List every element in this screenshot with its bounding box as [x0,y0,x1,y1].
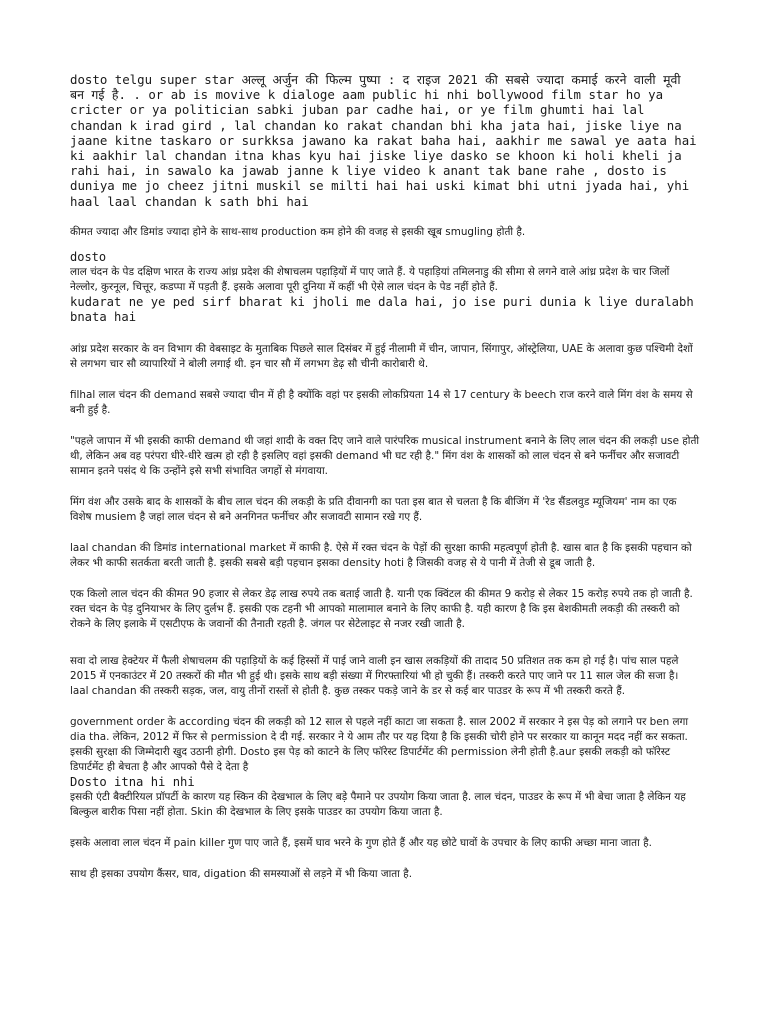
seshachalam-paragraph: सवा दो लाख हेक्टेयर में फैली शेषाचलम की पहाड़ियों के कई हिस्सों में पाई जाने वाली इन खास लकड़ियों की तादाद 50 प्रतिशत तक कम हो गई है। पांच साल पहले 2015 में एनकाउंटर में 20 तस्करों की मौत भी हुई थी। इसके साथ बड़ी संख्या में गिरफ्तारियां भी हो चुकी हैं। तस्करी करते पाए जाने पर 11 साल जेल की सजा है। [70,654,679,682]
origin-paragraph: लाल चंदन के पेड दक्षिण भारत के राज्य आंध्र प्रदेश की शेषाचलम पहाड़ियों में पाए जाते हैं. ये पहाड़ियां तमिलनाडु की सीमा से लगने वाले आंध्र प्रदेश के चार जिलों नेल्लोर, कुरनूल, चित्तूर, कडप्पा में पड़ती हैं. इसके अलावा पूरी दुनिया में कहीं भी ऐसे लाल चंदन के पेड नहीं होते हैं. [70,265,670,293]
smuggling-paragraph: कीमत ज्यादा और डिमांड ज्यादा होने के साथ-साथ production कम होने की वजह से इसकी खूब smugling होती है. [70,225,526,238]
auction-paragraph: आंध्र प्रदेश सरकार के वन विभाग की वेबसाइट के मुताबिक पिछले साल दिसंबर में हुई नीलामी में चीन, जापान, सिंगापुर, ऑस्ट्रेलिया, UAE के अलावा कुछ पश्चिमी देशों से लगभग चार सौ व्यापारियों ने बोली लगाई थी. इन चार सौ में लगभग डेढ़ सौ चीनी कारोबारी थे. [70,342,693,370]
japan-demand-paragraph: "पहले जापान में भी इसकी काफी demand थी जहां शादी के वक्त दिए जाने वाले पारंपरिक musical instrument बनाने के लिए लाल चंदन की लकड़ी use होती थी, लेकिन अब वह परंपरा धीरे-धीरे खत्म हो रही है इसलिए वहां इसकी demand भी घट रही है." मिंग वंश के शासकों को लाल चंदन से बने फर्नीचर और सजावटी सामान इतने पसंद थे कि उन्होंने इसे सभी संभावित जगहों से मंगवाया. [70,434,700,477]
international-market-paragraph: laal chandan की डिमांड international market में काफी है. ऐसे में रक्त चंदन के पेड़ों की सुरक्षा काफी महत्वपूर्ण होती है. खास बात है कि इसकी पहचान को लेकर भी काफी सतर्कता बरती जाती है. इसकी सबसे बड़ी पहचान इसका density hoti है जिसकी वजह से ये पानी में तेजी से डूब जाती है. [70,541,692,569]
pain-killer-paragraph: इसके अलावा लाल चंदन में pain killer गुण पाए जाते हैं, इसमें घाव भरने के गुण होते हैं और यह छोटे घावों के उपचार के लिए काफी अच्छा माना जाता है. [70,837,652,850]
kudarat-paragraph: kudarat ne ye ped sirf bharat ki jholi me dala hai, jo ise puri dunia k liye duralabh bnata hai [70,294,694,325]
smuggling-routes-paragraph: laal chandan की तस्करी सड़क, जल, वायु तीनों रास्तों से होती है. कुछ तस्कर पकड़े जाने के डर से कई बार पाउडर के रूप में भी तस्करी करते हैं. [70,684,626,697]
other-uses-paragraph: साथ ही इसका उपयोग कैंसर, घाव, digation की समस्याओं से लड़ने में भी किया जाता है. [70,868,412,881]
price-paragraph: एक किलो लाल चंदन की कीमत 90 हजार से लेकर डेढ़ लाख रुपये तक बताई जाती है. यानी एक क्विंटल की कीमत 9 करोड़ से लेकर 15 करोड़ रुपये तक हो जाती है. रक्त चंदन के पेड़ दुनियाभर के लिए दुर्लभ हैं. इसकी एक टहनी भी आपको मालामाल बनाने के लिए काफी है. यही कारण है कि इस बेशकीमती लकड़ी की तस्करी को रोकने के लिए इलाके में एसटीएफ के जवानों की तैनाती रहती है. जंगल पर सेटेलाइट से नजर रखी जाती है. [70,587,693,630]
museum-paragraph: मिंग वंश और उसके बाद के शासकों के बीच लाल चंदन की लकड़ी के प्रति दीवानगी का पता इस बात से चलता है कि बीजिंग में 'रेड सैंडलवुड म्यूजियम' नाम का एक विशेष musiem है जहां लाल चंदन से बने अनगिनत फर्नीचर और सजावटी सामान रखे गए हैं. [70,495,677,523]
government-order-paragraph: government order के according चंदन की लकड़ी को 12 साल से पहले नहीं काटा जा सकता है. साल 2002 में सरकार ने इस पेड़ को लगाने पर ben लगा dia tha. लेकिन, 2012 में फिर से permission दे दी गई. सरकार ने ये आम तौर पर यह दिया है कि इसकी चोरी होने पर सरकार या कानून मदद नहीं कर सकता. इसकी सुरक्षा की जिम्मेदारी खुद उठानी होगी. Dosto इस पेड़ को काटने के लिए फॉरेस्ट डिपार्टमेंट की permission लेनी होती है.aur इसकी लकड़ी को फॉरेस्ट डिपार्टमेंट ही बेचता है और आपको पैसे दे देता है [70,715,689,773]
dosto-heading: dosto [70,249,107,264]
skin-care-paragraph: इसकी एंटी बैक्टीरियल प्रॉपर्टी के कारण यह स्किन की देखभाल के लिए बड़े पैमाने पर उपयोग किया जाता है. लाल चंदन, पाउडर के रूप में भी बेचा जाता है लेकिन यह बिल्कुल बारीक पिसा नहीं होता. Skin की देखभाल के लिए इसके पाउडर का उपयोग किया जाता है. [70,791,686,819]
dosto-itna-heading: Dosto itna hi nhi [70,774,195,789]
china-demand-paragraph: filhal लाल चंदन की demand सबसे ज्यादा चीन में ही है क्योंकि वहां पर इसकी लोकप्रियता 14 से 17 century के beech राज करने वाले मिंग वंश के समय से बनी हुई है. [70,388,693,416]
intro-paragraph: dosto telgu super star अल्लू अर्जुन की फिल्म पुष्पा : द राइज 2021 की सबसे ज्यादा कमाई करने वाली मूवी बन गई है. . or ab is movive k dialoge aam public hi nhi bollywood film star ho ya cricter or ya politician sabki juban par cadhe hai, or ye film ghumti hai lal chandan k irad gird , lal chandan ko rakat chandan bhi kha jata hai, jiske liye na jaane kitne taskaro or surkksa jawano ka rakat baha hai, aakhir me sawal ye aata hai ki aakhir lal chandan itna khas kyu hai jiske liye dasko se khoon ki holi kheli ja rahi hai, in sawalo ka jawab janne k liye video k anant tak bane rahe , dosto is duniya me jo cheez jitni muskil se milti hai hai uski kimat bhi utni jyada hai, yhi haal laal chandan k sath bhi hai [70,72,697,209]
